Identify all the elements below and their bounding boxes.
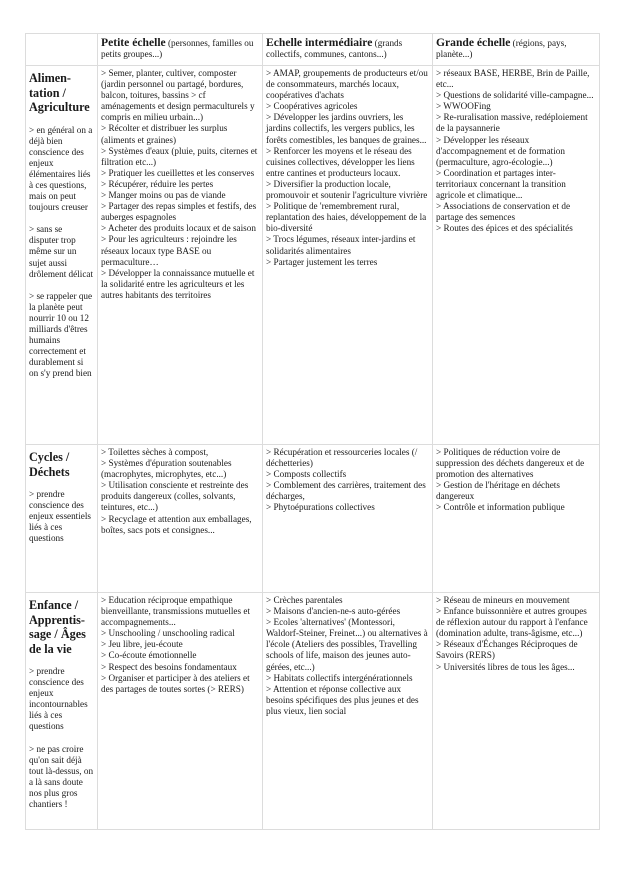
list-item: > Phytoépurations collectives <box>266 502 375 513</box>
list-item: > Semer, planter, cultiver, composter (jardin personnel ou partagé, bordures, balcon, toitures, bassins > cf aménagements et design permaculturels y compris en milieu urbain...) <box>101 68 255 123</box>
row-label-cell <box>26 66 98 445</box>
scale-table <box>25 33 600 830</box>
list-item: > Développer la connaissance mutuelle et la solidarité entre les agriculteurs et les autres habitants des territoires <box>101 267 255 300</box>
list-item: > Développer les jardins ouvriers, les jardins collectifs, les vergers publics, les forêts comestibles, les banques de graines... <box>266 112 427 145</box>
cell-petite-echelle <box>98 593 263 830</box>
cell-grande-echelle <box>433 66 600 445</box>
header-row <box>26 34 600 66</box>
list-item: > Coordination et partages inter-territoriaux concernant la transition agricole et climatique... <box>436 167 566 201</box>
cell-grande-echelle <box>433 593 600 830</box>
header-title: Petite échelle <box>101 36 166 49</box>
list-item: > Contrôle et information publique <box>436 502 565 513</box>
row-title: Cycles / Déchets <box>29 450 70 479</box>
cell-petite-echelle <box>98 445 263 593</box>
list-item: > Organiser et participer à des ateliers et des partages de toutes sortes (> RERS) <box>101 672 250 694</box>
list-item: > Routes des épices et des spécialités <box>436 223 573 234</box>
list-item: > Respect des besoins fondamentaux <box>101 661 237 672</box>
list-item: > Systèmes d'eaux (pluie, puits, citernes et filtration etc...) <box>101 145 258 167</box>
list-item: > WWOOFing <box>436 101 491 112</box>
list-item: > Systèmes d'épuration soutenables (macrophytes, microphytes, etc...) <box>101 458 232 480</box>
list-item: > Composts collectifs <box>266 469 347 480</box>
list-item: > Unschooling / unschooling radical <box>101 628 235 639</box>
list-item: > Partager justement les terres <box>266 256 378 267</box>
list-item: > Pour les agriculteurs : rejoindre les réseaux locaux type BASE ou permaculture… <box>101 234 237 267</box>
list-item: > Renforcer les moyens et le réseau des cuisines collectives, développer les liens entre cantines et producteurs locaux. <box>266 145 415 178</box>
header-grande-echelle <box>433 34 600 66</box>
list-item: > Education réciproque empathique bienveillante, transmissions mutuelles et accompagnements... <box>101 595 251 628</box>
list-item: > Associations de conservation et de partage des semences <box>436 201 571 223</box>
list-item: > Jeu libre, jeu-écoute <box>101 639 183 650</box>
row-note: > ne pas croire qu'on sait déjà tout là-dessus, on a là sans doute nos plus gros chantiers ! <box>29 743 94 810</box>
list-item: > Récupération et ressourceries locales (/ déchetteries) <box>266 447 418 469</box>
row-label-cell <box>26 593 98 830</box>
cell-petite-echelle <box>98 66 263 445</box>
list-item: > Co-écoute émotionnelle <box>101 650 197 661</box>
list-item: > Partager des repas simples et festifs, des auberges espagnoles <box>101 201 257 223</box>
row-note: > se rappeler que la planète peut nourrir 10 ou 12 milliards d'êtres humains correctement et durablement si on s'y prend bien <box>29 290 93 379</box>
row-note: > prendre conscience des enjeux essentiels liés à ces questions <box>29 489 91 544</box>
list-item: > Crèches parentales <box>266 595 343 605</box>
list-item: > réseaux BASE, HERBE, Brin de Paille, etc... <box>436 68 590 90</box>
list-item: > Habitats collectifs intergénérationnels <box>266 672 413 683</box>
list-item: > Comblement des carrières, traitement des décharges, <box>266 480 426 502</box>
cell-echelle-intermediaire <box>263 445 433 593</box>
list-item: > Universités libres de tous les âges... <box>436 661 575 672</box>
list-item: > Recyclage et attention aux emballages, boîtes, sacs pots et consignes... <box>101 513 252 535</box>
list-item: > Re-ruralisation massive, redéploiement de la paysannerie <box>436 112 588 134</box>
list-item: > Toilettes sèches à compost, <box>101 447 209 457</box>
header-subtitle: (régions, pays, planète...) <box>436 38 567 60</box>
list-item: > Développer les réseaux d'accompagnement et de formation (permaculture, agro-écologie...) <box>436 134 565 167</box>
list-item: > Acheter des produits locaux et de saison <box>101 223 256 234</box>
row-label-cell <box>26 445 98 593</box>
row-title: Enfance / Apprentis-sage / Âges de la vie <box>29 598 86 656</box>
list-item: > Récupérer, réduire les pertes <box>101 178 214 189</box>
list-item: > Diversifier la production locale, promouvoir et soutenir l'agriculture vivrière <box>266 178 428 201</box>
table-row-alimentation <box>26 66 600 445</box>
list-item: > Ecoles 'alternatives' (Montessori, Waldorf-Steiner, Freinet...) ou alternatives à l'école (Ateliers des possibles, Travelling schools of life, maison des jeunes auto-gérées, etc...) <box>266 617 428 672</box>
list-item: > Coopératives agricoles <box>266 101 358 112</box>
header-title: Grande échelle <box>436 36 511 49</box>
row-note: > en général on a déjà bien conscience des enjeux élémentaires liés à ces questions, mais on peut toujours creuser <box>29 124 93 213</box>
list-item: > Enfance buissonnière et autres groupes de réflexion autour du rapport à l'enfance (domination adulte, trans-âgisme, etc...) <box>436 606 588 639</box>
list-item: > Politique de 'remembrement rural, replantation des haies, développement de la bio-diversité <box>266 201 427 234</box>
list-item: > Réseau de mineurs en mouvement <box>436 595 570 605</box>
cell-grande-echelle <box>433 445 600 593</box>
header-echelle-intermediaire <box>263 34 433 66</box>
list-item: > Utilisation consciente et restreinte des produits dangereux (colles, solvants, teintures, etc...) <box>101 480 249 513</box>
list-item: > AMAP, groupements de producteurs et/ou de consommateurs, marchés locaux, coopératives d'achats <box>266 68 428 101</box>
list-item: > Trocs légumes, réseaux inter-jardins et solidarités alimentaires <box>266 234 416 256</box>
header-subtitle: (personnes, familles ou petits groupes...) <box>101 38 254 60</box>
list-item: > Récolter et distribuer les surplus (aliments et graines) <box>101 123 228 145</box>
list-item: > Politiques de réduction voire de suppression des déchets dangereux et de promotion des alternatives <box>436 447 585 480</box>
row-note: > sans se disputer trop même sur un sujet aussi drôlement délicat <box>29 224 94 279</box>
header-title: Echelle intermédiaire <box>266 36 373 49</box>
cell-echelle-intermediaire <box>263 66 433 445</box>
row-title: Alimen-tation / Agriculture <box>29 71 90 114</box>
list-item: > Manger moins ou pas de viande <box>101 190 226 201</box>
table-row-cycles-dechets <box>26 445 600 593</box>
list-item: > Questions de solidarité ville-campagne... <box>436 90 594 101</box>
list-item: > Maisons d'ancien-ne-s auto-gérées <box>266 606 401 617</box>
header-subtitle: (grands collectifs, communes, cantons...) <box>266 38 403 60</box>
list-item: > Gestion de l'héritage en déchets dangereux <box>436 480 560 502</box>
cell-echelle-intermediaire <box>263 593 433 830</box>
list-item: > Attention et réponse collective aux besoins spécifiques des plus jeunes et des plus vieux, lien social <box>266 683 419 716</box>
header-empty-cell <box>26 34 98 66</box>
list-item: > Réseaux d'Échanges Réciproques de Savoirs (RERS) <box>436 639 578 661</box>
row-note: > prendre conscience des enjeux incontournables liés à ces questions <box>29 666 88 732</box>
table-row-enfance <box>26 593 600 830</box>
list-item: > Pratiquer les cueillettes et les conserves <box>101 167 255 178</box>
header-petite-echelle <box>98 34 263 66</box>
